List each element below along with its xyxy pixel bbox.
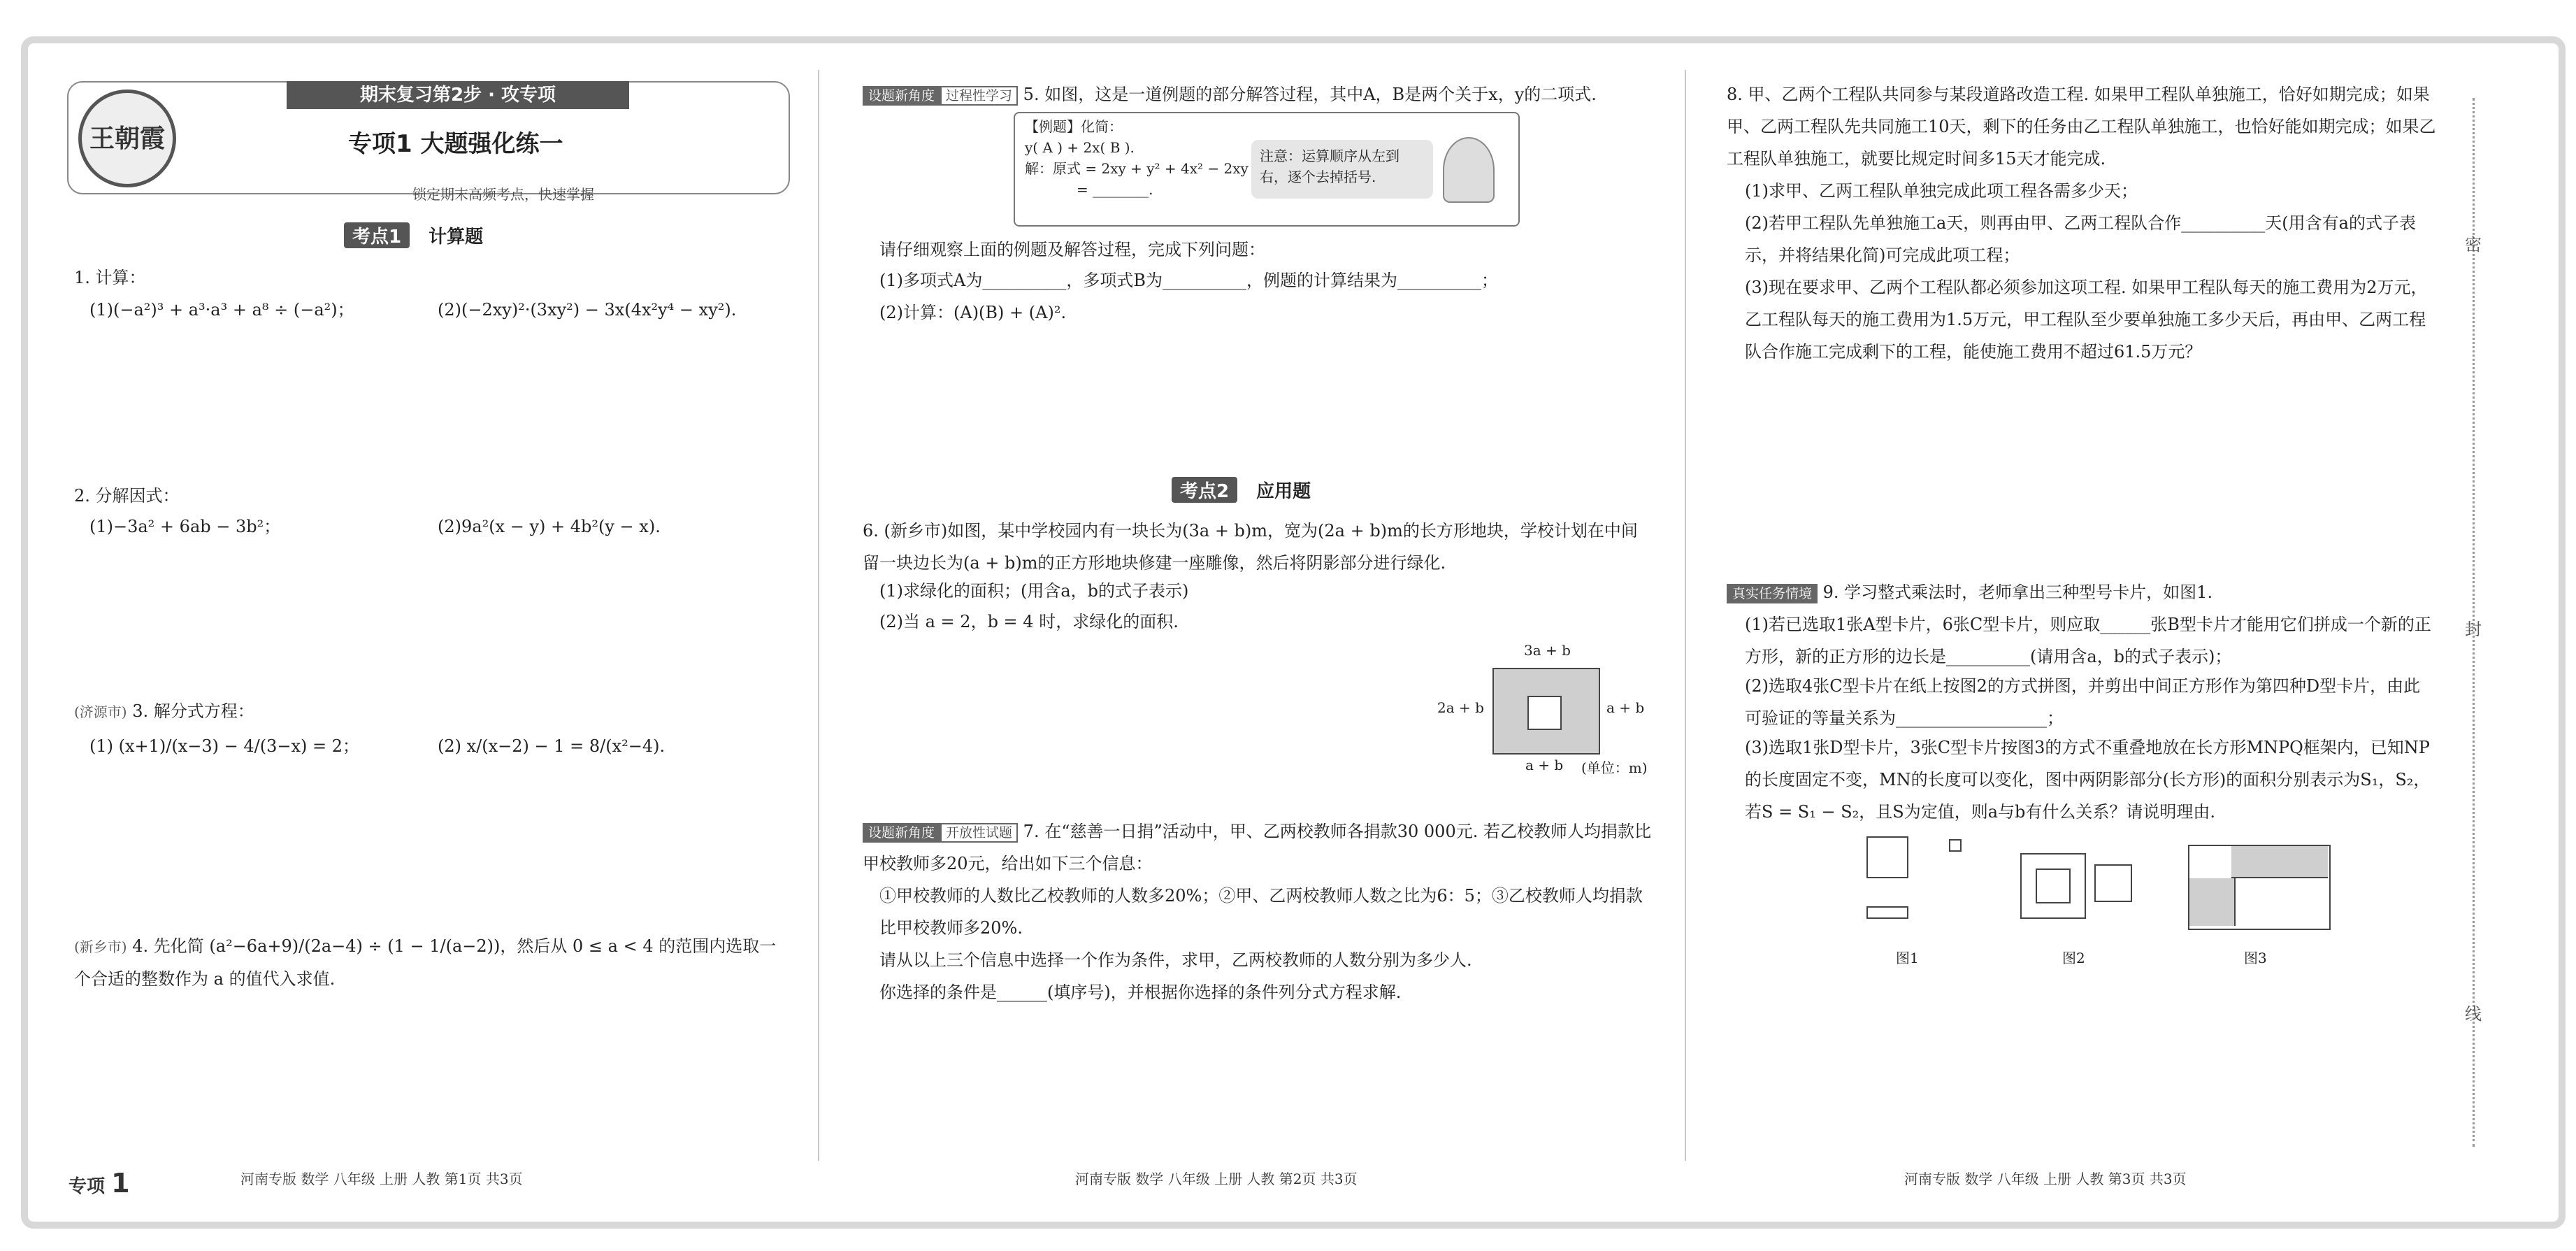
- fig2-caption: 图2: [2062, 950, 2085, 966]
- section-1-title: 计算题: [429, 227, 484, 248]
- q8: 8. 甲、乙两个工程队共同参与某段道路改造工程. 如果甲工程队单独施工，恰好如期完成；如果甲、乙两工程队先共同施工10天，剩下的任务由乙工程队单独施工，也恰好能如期完成；如果乙工程队单独施工，就要比规定时间多15天才能完成.: [1727, 85, 2436, 169]
- fig6-bottom-label: a + b: [1525, 757, 1564, 773]
- example-line2: 解：原式 = 2xy + y² + 4x² − 2xy: [1025, 160, 1249, 177]
- example-line1: y( A ) + 2x( B ).: [1025, 139, 1135, 156]
- q1-part2-text: (2)(−2xy)²·(3xy²) − 3x(4x²y⁴ − xy²).: [438, 300, 737, 320]
- fig6-unit-label: (单位：m): [1581, 759, 1648, 776]
- page-subtitle: 锁定期末高频考点，快速掌握: [412, 186, 594, 203]
- q6: 6. (新乡市)如图，某中学校园内有一块长为(3a + b)m，宽为(2a + b)m的长方形地块，学校计划在中间留一块边长为(a + b)m的正方形地块修建一座雕像，然后将阴影部分进行绿化.: [863, 521, 1638, 573]
- section-1-heading: [344, 222, 483, 248]
- q7-info: ①甲校教师的人数比乙校教师的人数多20%；②甲、乙两校教师人数之比为6：5；③乙校教师人均捐款比甲校教师多20%.: [879, 886, 1643, 938]
- q7-b: 你选择的条件是______(填序号)，并根据你选择的条件列分式方程求解.: [879, 982, 1402, 1002]
- cartoon-girl-icon: [1443, 137, 1495, 203]
- q3-part1: (1) (x+1)/(x−3) − 4/(3−x) = 2；: [89, 736, 359, 756]
- q3-text: 3. 解分式方程：: [132, 701, 254, 721]
- fig6-left-label: 2a + b: [1437, 699, 1484, 716]
- q4: [74, 930, 780, 995]
- q5: [863, 78, 1646, 110]
- q7: [863, 815, 1653, 880]
- q9-part3: (3)选取1张D型卡片，3张C型卡片按图3的方式不重叠地放在长方形MNPQ框架内，已知NP的长度固定不变，MN的长度可以变化，图中两阴影部分(长方形)的面积分别表示为S₁，S₂，若S = S₁ − S₂，且S为定值，则a与b有什么关系？请说明理由.: [1745, 738, 2431, 822]
- q2-part1: (1)−3a² + 6ab − 3b²；: [89, 517, 281, 536]
- q1-stem: 1. 计算：: [74, 268, 146, 287]
- q8-part3: (3)现在要求甲、乙两个工程队都必须参加这项工程. 如果甲工程队每天的施工费用为2万元，乙工程队每天的施工费用为1.5万元，甲工程队至少要单独施工多少天后，再由甲、乙两工程队合作施工完成剩下的工程，能使施工费用不超过61.5万元？: [1745, 278, 2428, 362]
- q5-tag2: 过程性学习: [940, 86, 1018, 106]
- fig3-S1: [2231, 846, 2328, 878]
- fig1-caption: 图1: [1896, 950, 1919, 966]
- q3-stem: [74, 695, 254, 728]
- q7-tag1: 设题新角度: [863, 823, 940, 843]
- fig2-card-D: [2094, 864, 2132, 902]
- q6-part2: (2)当 a = 2，b = 4 时，求绿化的面积.: [879, 612, 1179, 631]
- q7-a: 请从以上三个信息中选择一个作为条件，求甲，乙两校教师的人数分别为多少人.: [879, 950, 1472, 970]
- side-char-1: 密: [2465, 235, 2482, 255]
- q7-text: 7. 在“慈善一日捐”活动中，甲、乙两校教师各捐款30 000元. 若乙校教师人均捐款比甲校教师多20元，给出如下三个信息：: [863, 822, 1651, 873]
- fig1-card-C: [1866, 906, 1908, 919]
- fig6-right-label: a + b: [1606, 699, 1645, 716]
- side-char-2: 封: [2465, 620, 2482, 639]
- section-1-tag: 考点1: [344, 222, 410, 248]
- fig1-card-B: [1949, 839, 1962, 852]
- q3-part2: (2) x/(x−2) − 1 = 8/(x²−4).: [438, 736, 665, 756]
- q6-part1: (1)求绿化的面积；(用含a，b的式子表示): [879, 581, 1189, 601]
- column-divider-2: [1685, 70, 1686, 1161]
- q7-tag2: 开放性试题: [940, 823, 1018, 843]
- footer-tag: [69, 1168, 130, 1199]
- example-line3: = ________.: [1077, 181, 1153, 198]
- fig6-inner-square: [1527, 696, 1562, 730]
- fig2-center: [2036, 868, 2071, 903]
- q4-text: 4. 先化简 (a²−6a+9)/(2a−4) ÷ (1 − 1/(a−2))，然后从 0 ≤ a < 4 的范围内选取一个合适的整数作为 a 的值代入求值.: [74, 936, 777, 989]
- q4-city: (新乡市): [74, 938, 127, 955]
- footer-page-1: 河南专版 数学 八年级 上册 人教 第1页 共3页: [240, 1171, 523, 1187]
- q9-text: 9. 学习整式乘法时，老师拿出三种型号卡片，如图1.: [1822, 582, 2213, 602]
- side-char-3: 线: [2465, 1004, 2482, 1024]
- q9-part2: (2)选取4张C型卡片在纸上按图2的方式拼图，并剪出中间正方形作为第四种D型卡片，由此可验证的等量关系为__________________；: [1745, 676, 2421, 728]
- q1-part1: (1)(−a²)³ + a³·a³ + a⁸ ÷ (−a²)；: [89, 300, 354, 320]
- footer-page-2: 河南专版 数学 八年级 上册 人教 第2页 共3页: [1075, 1171, 1358, 1187]
- section-2-title: 应用题: [1256, 481, 1311, 502]
- q3-city: (济源市): [74, 703, 127, 720]
- fig1-card-A: [1866, 836, 1908, 878]
- q2-part2: (2)9a²(x − y) + 4b²(y − x).: [438, 517, 661, 536]
- fig3-S2: [2189, 878, 2236, 926]
- section-2-tag: 考点2: [1172, 477, 1237, 503]
- q9-tag: 真实任务情境: [1727, 584, 1818, 603]
- example-title: 【例题】化简：: [1025, 118, 1123, 135]
- q5-a: 请仔细观察上面的例题及解答过程，完成下列问题：: [879, 240, 1265, 259]
- logo: 王朝霞: [78, 90, 176, 187]
- q5-tag1: 设题新角度: [863, 86, 940, 106]
- note-box: 注意：运算顺序从左到右，逐个去掉括号.: [1251, 140, 1433, 199]
- q9-part1: (1)若已选取1张A型卡片，6张C型卡片，则应取______张B型卡片才能用它们拼成一个新的正方形，新的正方形的边长是__________(请用含a，b的式子表示)；: [1745, 615, 2431, 666]
- q2-stem: 2. 分解因式：: [74, 486, 180, 506]
- q8-part2: (2)若甲工程队先单独施工a天，则再由甲、乙两工程队合作__________天(用含有a的式子表示，并将结果化简)可完成此项工程；: [1745, 213, 2416, 265]
- column-divider-1: [818, 70, 819, 1161]
- q5-text: 5. 如图，这是一道例题的部分解答过程，其中A，B是两个关于x，y的二项式.: [1023, 85, 1597, 104]
- page-title: 专项1 大题强化练一: [348, 130, 563, 158]
- header-banner: 期末复习第2步 · 攻专项: [287, 81, 629, 109]
- q5-c: (2)计算：(A)(B) + (A)².: [879, 303, 1067, 322]
- footer-page-3: 河南专版 数学 八年级 上册 人教 第3页 共3页: [1904, 1171, 2187, 1187]
- fig3-caption: 图3: [2244, 950, 2267, 966]
- q9: [1727, 576, 2440, 608]
- q8-part1: (1)求甲、乙两工程队单独完成此项工程各需多少天；: [1745, 181, 2138, 201]
- footer-tag-label: 专项: [69, 1176, 106, 1197]
- footer-tag-number: 1: [111, 1168, 130, 1199]
- q1-part2: [438, 294, 736, 326]
- section-2-heading: [1172, 477, 1311, 503]
- fig6-top-label: 3a + b: [1524, 642, 1571, 659]
- q5-b: (1)多项式A为__________，多项式B为__________，例题的计算结果为__________；: [879, 271, 1498, 290]
